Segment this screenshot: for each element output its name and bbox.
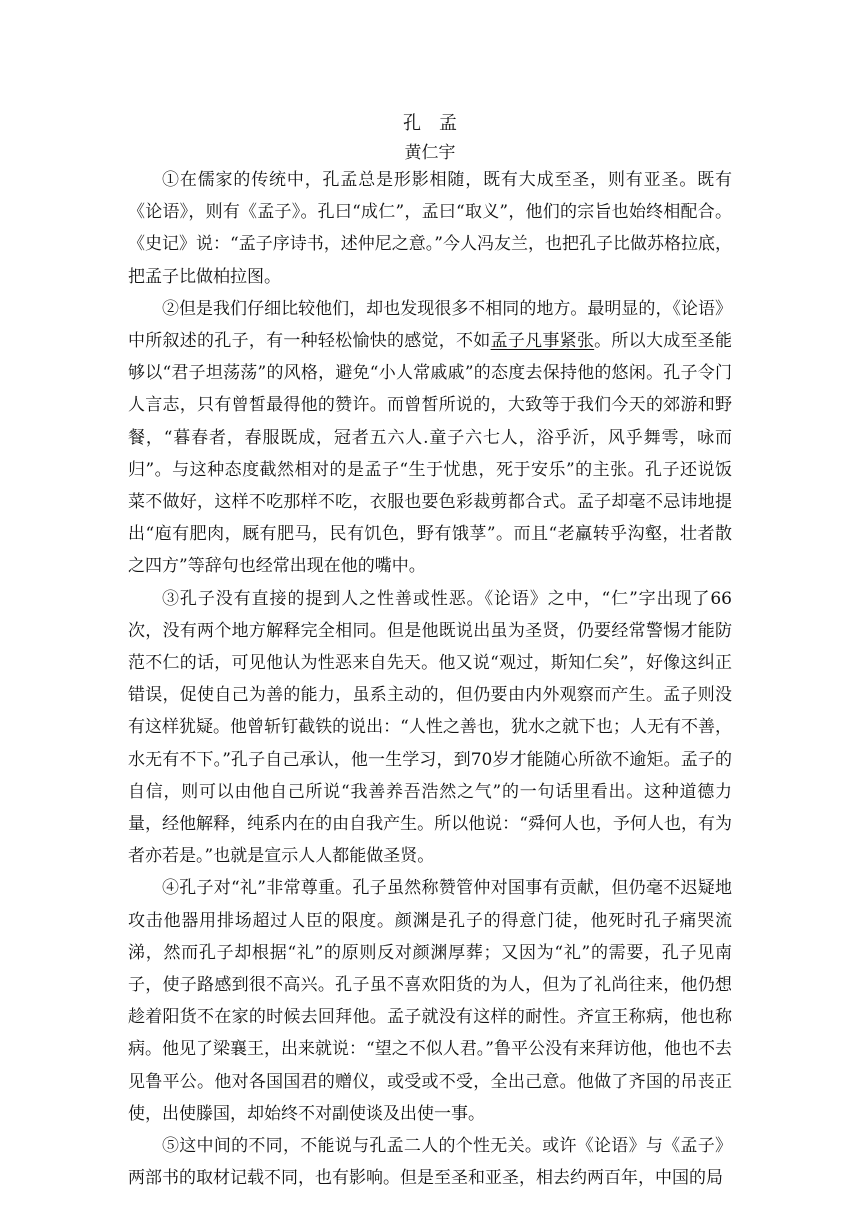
paragraph-1: ①在儒家的传统中，孔孟总是形影相随，既有大成至圣，则有亚圣。既有《论语》，则有《孟子》。孔曰“成仁”，孟曰“取义”，他们的宗旨也始终相配合。《史记》说：“孟子序诗书，述仲尼之意。”今人冯友兰，也把孔子比做苏格拉底，把孟子比做柏拉图。 xyxy=(128,170,732,287)
article-title: 孔 孟 xyxy=(403,113,457,134)
paragraph-2 xyxy=(128,293,732,583)
article-author: 黄仁宇 xyxy=(404,143,456,163)
paragraph-4: ④孔子对“礼”非常尊重。孔子虽然称赞管仲对国事有贡献，但仍毫不迟疑地攻击他器用排场超过人臣的限度。颜渊是孔子的得意门徒，他死时孔子痛哭流涕，然而孔子却根据“礼”的原则反对颜渊厚葬；又因为“礼”的需要，孔子见南子，使子路感到很不高兴。孔子虽不喜欢阳货的为人，但为了礼尚往来，他仍想趁着阳货不在家的时候去回拜他。孟子就没有这样的耐性。齐宣王称病，他也称病。他见了梁襄王，出来就说：“望之不似人君。”鲁平公没有来拜访他，他也不去见鲁平公。他对各国国君的赠仪，或受或不受，全出己意。他做了齐国的吊丧正使，出使滕国，却始终不对副使谈及出使一事。 xyxy=(128,878,732,1124)
paragraph-5: ⑤这中间的不同，不能说与孔孟二人的个性无关。或许《论语》与《孟子》两部书的取材记载不同，也有影响。但是至圣和亚圣，相去约两百年，中国的局 xyxy=(128,1136,732,1189)
article-body xyxy=(128,164,732,1195)
paragraph-2-text-after: 。所以大成至圣能够以“君子坦荡荡”的风格，避免“小人常戚戚”的态度去保持他的悠闲。孔子令门人言志，只有曾皙最得他的赞许。而曾皙所说的，大致等于我们今天的郊游和野餐，“暮春者，春服既成，冠者五六人.童子六七人，浴乎沂，风乎舞雩，咏而归”。与这种态度截然相对的是孟子“生于忧患，死于安乐”的主张。孔子还说饭菜不做好，这样不吃那样不吃，衣服也要色彩裁剪都合式。孟子却毫不忌讳地提出“庖有肥肉，厩有肥马，民有饥色，野有饿莩”。而且“老羸转乎沟壑，壮者散之四方”等辞句也经常出现在他的嘴中。 xyxy=(128,331,733,577)
paragraph-2-text-before: ②但是我们仔细比较他们，却也发现很多不相同的地方。最明显的，《论语》中所叙述的孔子，有一种轻松愉快的感觉，不如 xyxy=(128,298,732,352)
paragraph-3: ③孔子没有直接的提到人之性善或性恶。《论语》之中，“仁”字出现了66次，没有两个地方解释完全相同。但是他既说出虽为圣贤，仍要经常警惕才能防范不仁的话，可见他认为性恶来自先天。他又说“观过，斯知仁矣”，好像这纠正错误，促使自己为善的能力，虽系主动的，但仍要由内外观察而产生。孟子则没有这样犹疑。他曾斩钉截铁的说出：“人性之善也，犹水之就下也；人无有不善，水无有不下。”孔子自己承认，他一生学习，到70岁才能随心所欲不逾矩。孟子的自信，则可以由他自己所说“我善养吾浩然之气”的一句话里看出。这种道德力量，经他解释，纯系内在的由自我产生。所以他说：“舜何人也，予何人也，有为者亦若是。”也就是宣示人人都能做圣贤。 xyxy=(128,588,732,867)
underlined-phrase: 孟子凡事紧张 xyxy=(490,331,595,352)
